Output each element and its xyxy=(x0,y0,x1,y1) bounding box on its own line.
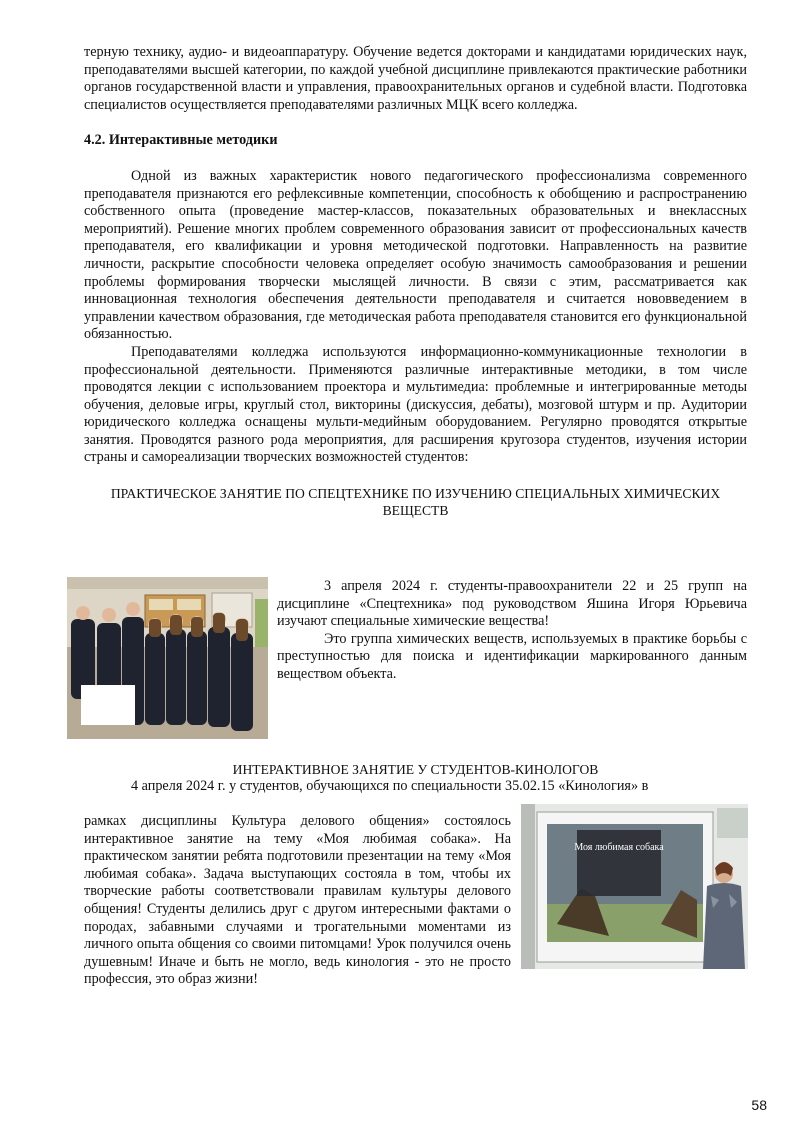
slide-title: Моя любимая собака xyxy=(574,842,664,853)
event1-paragraph-2: Это группа химических веществ, используемых в практике борьбы с преступностью для поиска и идентификации маркированного данным веществом объекта. xyxy=(277,630,747,682)
students-group-illustration xyxy=(67,577,268,739)
section-paragraph-2: Преподавателями колледжа используются информационно-коммуникационные технологии в профессиональной деятельности. Применяются различные интерактивные методики, в том числе проводятся лекции с использованием проектора и мультимедиа: проблемные и интегрированные методы обучения, деловые игры, круглый стол, викторины (дискуссия, дебаты), мозговой штурм и пр. Аудитории юридического колледжа оснащены мульти-медийным оборудованием. Регулярно проводятся открытые занятия. Проводятся разного рода мероприятия, для расширения кругозора студентов, изучения истории страны и самореализации творческих возможностей студентов: xyxy=(84,343,747,466)
event1-title: ПРАКТИЧЕСКОЕ ЗАНЯТИЕ ПО СПЕЦТЕХНИКЕ ПО ИЗУЧЕНИЮ СПЕЦИАЛЬНЫХ ХИМИЧЕСКИХ ВЕЩЕСТВ xyxy=(110,486,721,519)
presentation-illustration xyxy=(521,804,748,969)
event1-paragraph-1: 3 апреля 2024 г. студенты-правоохранители 22 и 25 групп на дисциплине «Спецтехника» под руководством Яшина Игоря Юрьевича изучают специальные химические вещества! xyxy=(277,578,747,630)
section-paragraph-1: Одной из важных характеристик нового педагогического профессионализма современного преподавателя признаются его рефлексивные компетенции, способность к обобщению и распространению собственного опыта (проведение мастер-классов, показательных образовательных и внеклассных мероприятий). Решение многих проблем современного образования зависит от профессиональных качеств преподавателя, его квалификации и уровня методической подготовки. Направленность на развитие личности, раскрытие способности человека определяет особую значимость самообразования и решении проблемы формирования творчески мыслящей личности. В связи с этим, рассматривается как инновационная технология обеспечения деятельности преподавателя и считается нововведением в управлении качеством образования, где методическая работа преподавателя становится его функциональной обязанностью. xyxy=(84,167,747,343)
event2-body: рамках дисциплины Культура делового общения» состоялось интерактивное занятие на тему «Моя любимая собака». На практическом занятии ребята подготовили презентации на тему «Моя любимая собака». Задача выступающих состояла в том, чтобы их творческие работы соответствовали правилам культуры делового общения! Студенты делились друг с другом интересными фактами о породах, забавными случаями и трогательными моментами из личного опыта общения со своими питомцами! Урок получился очень душевным! Иначе и быть не могло, ведь кинология - это не просто профессия, это образ жизни! xyxy=(84,813,511,988)
event2-title: ИНТЕРАКТИВНОЕ ЗАНЯТИЕ У СТУДЕНТОВ-КИНОЛОГОВ xyxy=(232,762,599,777)
section-heading: 4.2. Интерактивные методики xyxy=(84,132,278,149)
page-content xyxy=(84,44,747,519)
event1-text xyxy=(277,578,747,684)
intro-paragraph: терную технику, аудио- и видеоаппаратуру. Обучение ведется докторами и кандидатами юридических наук, преподавателями высшей категории, по каждой учебной дисциплине привлекаются практические работники органов государственной власти и управления, правоохранительных органов и судебной власти. Подготовка специалистов осуществляется преподавателями различных МЦК всего колледжа. xyxy=(84,44,747,113)
page-number: 58 xyxy=(751,1097,767,1113)
students-group-photo xyxy=(67,577,268,739)
event2-lead: 4 апреля 2024 г. у студентов, обучающихся по специальности 35.02.15 «Кинология» в xyxy=(131,778,649,794)
presentation-photo xyxy=(521,804,748,969)
